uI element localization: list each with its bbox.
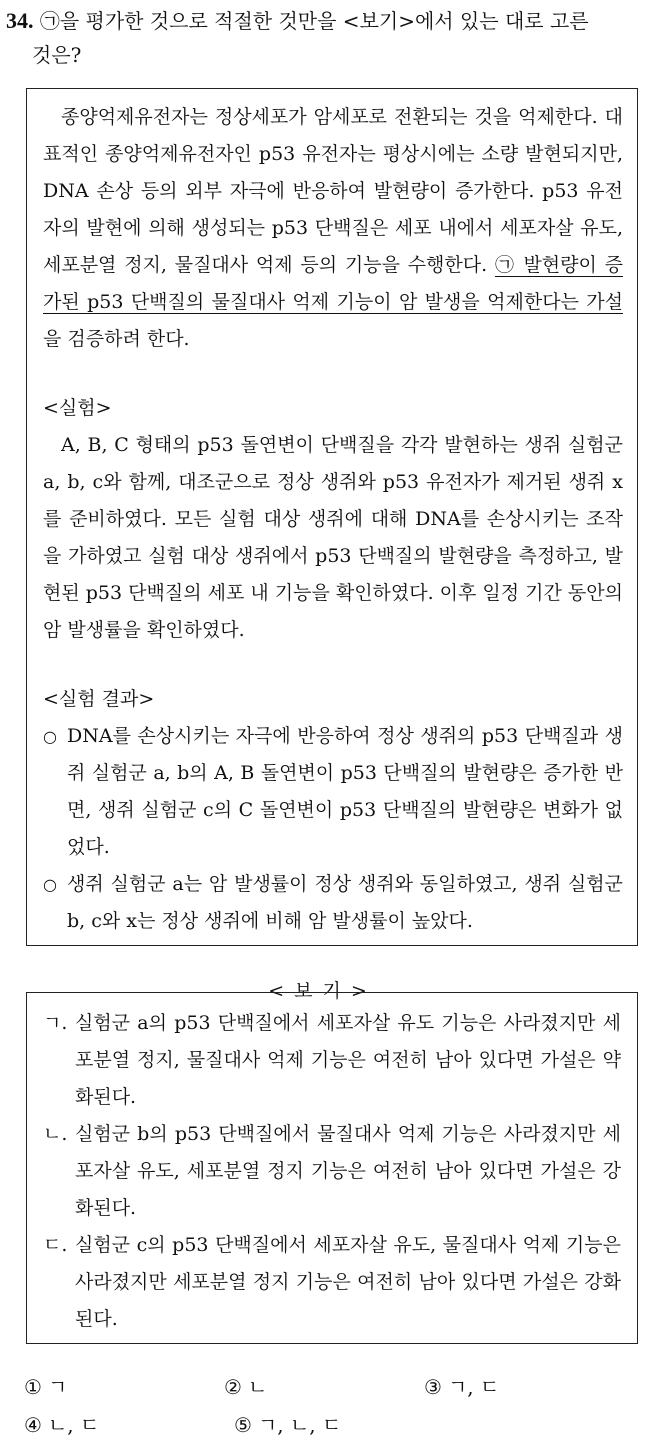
experiment-heading: <실험> (43, 397, 112, 419)
bogi-item-label: ㄷ. (43, 1234, 68, 1256)
choice-row (24, 1368, 624, 1406)
result-bullet: ○ (43, 727, 57, 746)
bogi-item-label: ㄴ. (43, 1123, 68, 1145)
bogi-title: <보기> (0, 978, 645, 1004)
bogi-item-text: 실험군 b의 p53 단백질에서 물질대사 억제 기능은 사라졌지만 세포자살 유도, 세포분열 정지 기능은 여전히 남아 있다면 가설은 강화된다. (75, 1123, 621, 1219)
result-item (43, 866, 623, 940)
passage-intro-end: 을 검증하려 한다. (43, 328, 190, 350)
passage-box (26, 88, 638, 946)
result-item (43, 718, 623, 866)
choice-2[interactable] (224, 1368, 424, 1406)
choice-marker: ② (224, 1375, 242, 1399)
question-stem-line2: 것은? (32, 43, 82, 67)
bogi-item-label: ㄱ. (43, 1012, 68, 1034)
question-stem-text: ㉠을 평가한 것으로 적절한 것만을 <보기>에서 있는 대로 고른 (39, 9, 589, 33)
passage-intro (43, 99, 623, 358)
choice-1[interactable] (24, 1368, 224, 1406)
passage-intro-text: 종양억제유전자는 정상세포가 암세포로 전환되는 것을 억제한다. 대표적인 종양억제유전자인 p53 유전자는 평상시에는 소량 발현되지만, DNA 손상 등의 외부 자극에 반응하여 발현량이 증가한다. p53 유전자의 발현에 의해 생성되는 p53 단백질은 세포 내에서 세포자살 유도, 세포분열 정지, 물질대사 억제 등의 기능을 수행한다. (43, 106, 623, 276)
choice-5[interactable] (234, 1406, 444, 1444)
choice-4[interactable] (24, 1406, 234, 1444)
choice-marker: ① (24, 1375, 42, 1399)
choice-text: ㄱ (47, 1375, 68, 1399)
choice-text: ㄴ, ㄷ (47, 1413, 100, 1437)
choice-marker: ④ (24, 1413, 42, 1437)
experiment-body: A, B, C 형태의 p53 돌연변이 단백질을 각각 발현하는 생쥐 실험군 a, b, c와 함께, 대조군으로 정상 생쥐와 p53 유전자가 제거된 생쥐 x를 준비하였다. 모든 실험 대상 생쥐에 대해 DNA를 손상시키는 조작을 가하였고 실험 대상 생쥐에서 p53 단백질의 발현량을 측정하고, 발현된 p53 단백질의 세포 내 기능을 확인하였다. 이후 일정 기간 동안의 암 발생률을 확인하였다. (43, 434, 623, 641)
bogi-item (43, 1116, 621, 1227)
question-number: 34. (6, 8, 34, 33)
bogi-item (43, 1005, 621, 1116)
choice-text: ㄱ, ㄴ, ㄷ (257, 1413, 342, 1437)
result-text: 생쥐 실험군 a는 암 발생률이 정상 생쥐와 동일하였고, 생쥐 실험군 b, c와 x는 정상 생쥐에 비해 암 발생률이 높았다. (67, 873, 623, 932)
result-bullet: ○ (43, 875, 57, 894)
hypothesis-underlined: ㉠ 발현량이 증가된 p53 단백질의 물질대사 억제 기능이 암 발생을 억제한다는 가설 (43, 254, 623, 313)
choice-3[interactable] (424, 1368, 624, 1406)
choice-marker: ③ (424, 1375, 442, 1399)
result-text: DNA를 손상시키는 자극에 반응하여 정상 생쥐의 p53 단백질과 생쥐 실험군 a, b의 A, B 돌연변이 p53 단백질의 발현량은 증가한 반면, 생쥐 실험군 c의 C 돌연변이 p53 단백질의 발현량은 변화가 없었다. (67, 725, 623, 858)
question-stem (6, 4, 638, 72)
results-heading: <실험 결과> (43, 688, 155, 710)
choice-text: ㄱ, ㄷ (447, 1375, 500, 1399)
question-stem-line1 (6, 4, 638, 38)
choice-text: ㄴ (247, 1375, 268, 1399)
bogi-box (26, 992, 638, 1344)
choice-marker: ⑤ (234, 1413, 252, 1437)
choice-row (24, 1406, 624, 1444)
bogi-item-text: 실험군 c의 p53 단백질에서 세포자살 유도, 물질대사 억제 기능은 사라졌지만 세포분열 정지 기능은 여전히 남아 있다면 가설은 강화된다. (75, 1234, 621, 1330)
bogi-item (43, 1227, 621, 1338)
bogi-item-text: 실험군 a의 p53 단백질에서 세포자살 유도 기능은 사라졌지만 세포분열 정지, 물질대사 억제 기능은 여전히 남아 있다면 가설은 약화된다. (75, 1012, 621, 1108)
answer-choices (24, 1368, 624, 1444)
